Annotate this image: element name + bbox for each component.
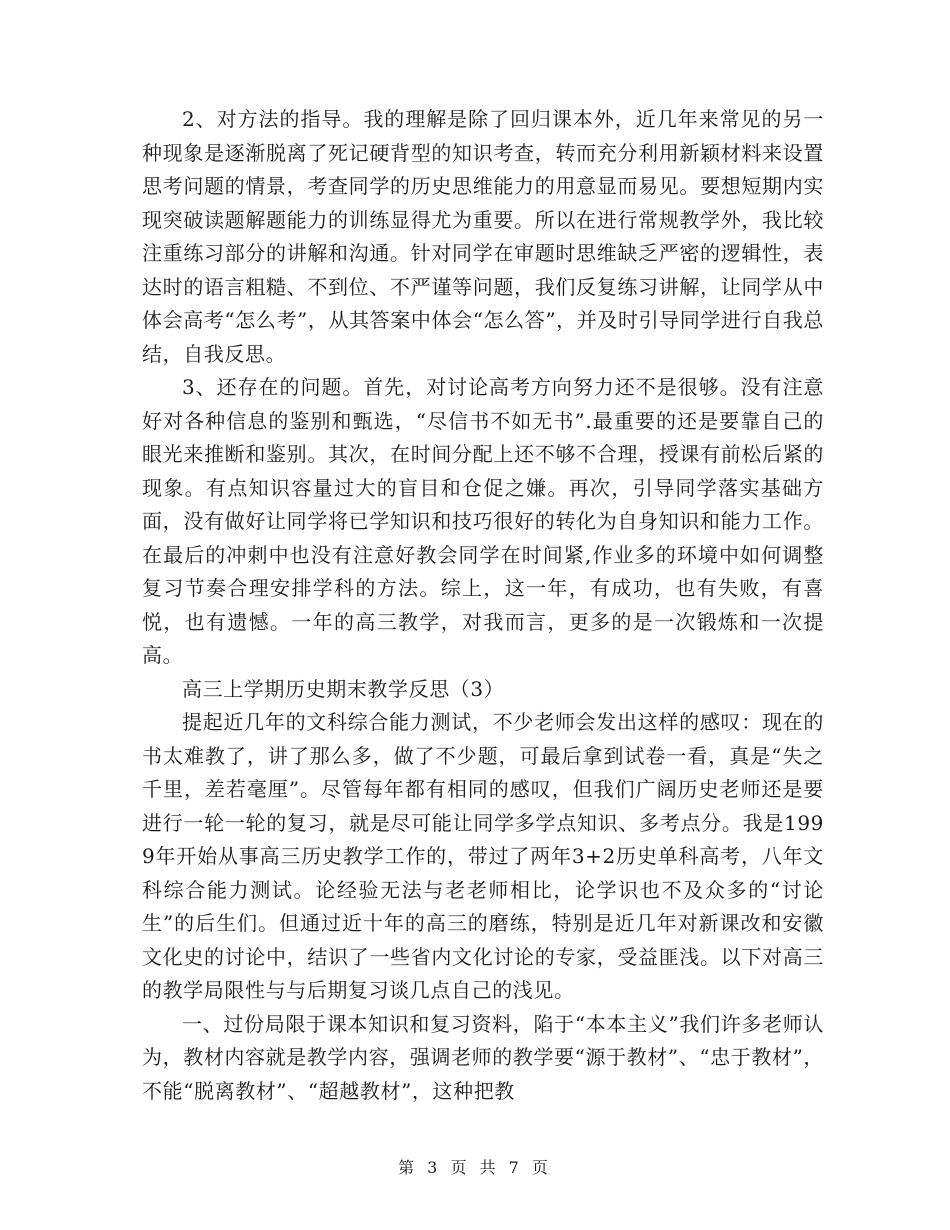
paragraph-introduction: 提起近几年的文科综合能力测试，不少老师会发出这样的感叹：现在的书太难教了，讲了那么多，做了不少题，可最后拿到试卷一看，真是“失之千里，差若毫厘”。尽管每年都有相同的感叹，但我们广阔历史老师还是要进行一轮一轮的复习，就是尽可能让同学多学点知识、多考点分。我是1999年开始从事高三历史教学工作的，带过了两年3+2历史单科高考，八年文科综合能力测试。论经验无法与老老师相比，论学识也不及众多的“讨论生”的后生们。但通过近十年的高三的磨练，特别是近几年对新课改和安徽文化史的讨论中，结识了一些省内文化讨论的专家，受益匪浅。以下对高三的教学局限性与与后期复习谈几点自己的浅见。 <box>142 710 824 1002</box>
paragraph-method-guidance: 2、对方法的指导。我的理解是除了回归课本外，近几年来常见的另一种现象是逐渐脱离了死记硬背型的知识考查，转而充分利用新颖材料来设置思考问题的情景，考查同学的历史思维能力的用意显而易见。要想短期内实现突破读题解题能力的训练显得尤为重要。所以在进行常规教学外，我比较注重练习部分的讲解和沟通。针对同学在审题时思维缺乏严密的逻辑性，表达时的语言粗糙、不到位、不严谨等问题，我们反复练习讲解，让同学从中体会高考“怎么考”，从其答案中体会“怎么答”，并及时引导同学进行自我总结，自我反思。 <box>142 107 824 366</box>
section-heading: 高三上学期历史期末教学反思（3） <box>182 676 505 701</box>
paragraph-existing-problems: 3、还存在的问题。首先，对讨论高考方向努力还不是很够。没有注意好对各种信息的鉴别和甄选，“尽信书不如无书”.最重要的还是要靠自己的眼光来推断和鉴别。其次，在时间分配上还不够不合理，授课有前松后紧的现象。有点知识容量过大的盲目和仓促之嫌。再次，引导同学落实基础方面，没有做好让同学将已学知识和技巧很好的转化为自身知识和能力工作。在最后的冲刺中也没有注意好教会同学在时间紧,作业多的环境中如何调整复习节奏合理安排学科的方法。综上，这一年，有成功，也有失败，有喜悦，也有遗憾。一年的高三教学，对我而言，更多的是一次锻炼和一次提高。 <box>142 375 824 667</box>
page-footer: 第 3 页 共 7 页 <box>398 1158 552 1177</box>
document-body <box>142 103 824 1108</box>
paragraph-point-one: 一、过份局限于课本知识和复习资料，陷于“本本主义”我们许多老师认为，教材内容就是教学内容，强调老师的教学要“源于教材”、“忠于教材”，不能“脱离教材”、“超越教材”，这种把教 <box>142 1011 824 1103</box>
